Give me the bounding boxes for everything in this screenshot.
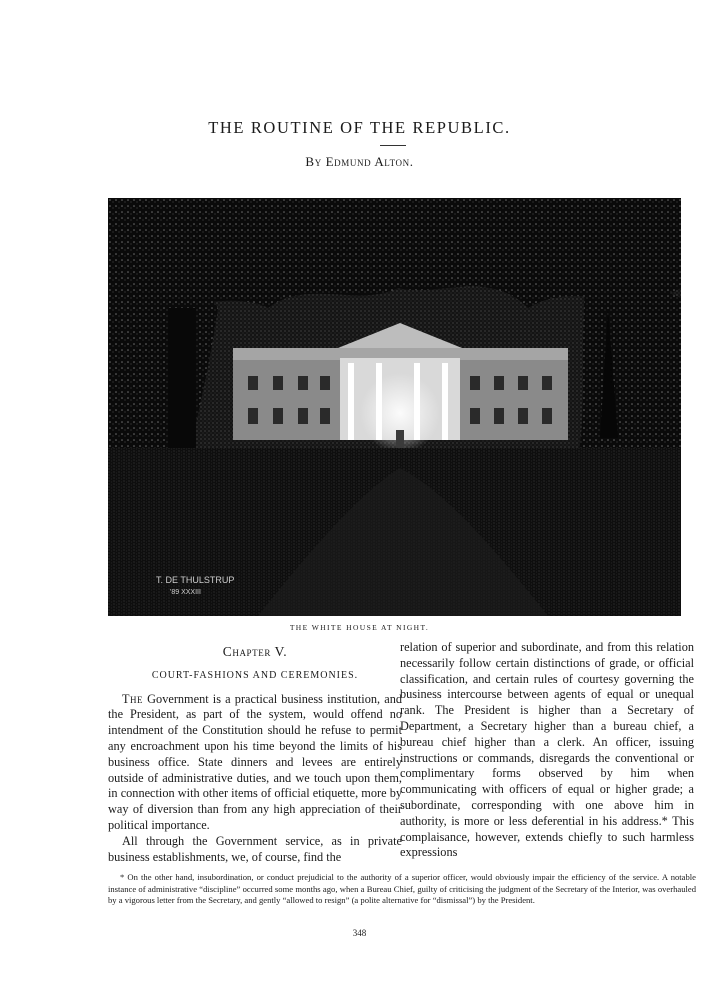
article-byline: By Edmund Alton. [305, 154, 414, 169]
right-column [400, 640, 694, 861]
paragraph-text: Government is a practical business institution, and the President, as part of the system, would offend no intendment of the Constitution should he refuse to permit any encroachment upon his time beyond the limits of his business office. State dinners and levees are entirely outside of administrative duties, and we touch upon them, in connection with other items of official etiquette, more by way of diversion than from any high appreciation of their political importance. [108, 691, 402, 832]
article-title: THE ROUTINE OF THE REPUBLIC. [208, 118, 511, 137]
paragraph: All through the Government service, as in private business establishments, we, of course, find the [108, 833, 402, 864]
paragraph-lead-word: The [122, 691, 144, 706]
artist-signature: T. DE THULSTRUP [156, 575, 235, 585]
left-column [108, 640, 402, 865]
page-number: 348 [352, 928, 367, 938]
title-divider [380, 145, 406, 146]
illustration-engraving [108, 198, 681, 616]
paragraph [108, 692, 402, 834]
footnote [108, 872, 696, 907]
paragraph: relation of superior and subordinate, and from this relation necessarily follow certain distinctions of grade, or official classification, and certain rules of courtesy governing the business intercourse between agents of equal or unequal rank. The President is higher than a Secretary of Department, a Secretary higher than a bureau chief, a bureau chief higher than a clerk. An officer, issuing instructions or commands, disregards the conventional or complimentary forms observed by him when communicating with officers of equal or higher grade; a subordinate, corresponding with one above him in authority, is more or less deferential in his address.* This complaisance, however, extends chiefly to such harmless expressions [400, 640, 694, 860]
artist-signature-date: '89 XXXIII [170, 589, 201, 596]
illustration-caption: THE WHITE HOUSE AT NIGHT. [289, 623, 430, 632]
section-heading: COURT-FASHIONS AND CEREMONIES. [151, 669, 359, 681]
white-house-illustration [108, 198, 681, 616]
chapter-heading: Chapter V. [222, 644, 288, 659]
footnote-text: * On the other hand, insubordination, or conduct prejudicial to the authority of a superior officer, would obviously impair the efficiency of the service. A notable instance of administrative “discipline” occurred some months ago, when a Bureau Chief, guilty of criticising the judgment of the Secretary of the Interior, was overhauled by a vigorous letter from the Secretary, and gently “allowed to resign” (a polite alternative for “dismissal”) by the President. [108, 872, 696, 906]
